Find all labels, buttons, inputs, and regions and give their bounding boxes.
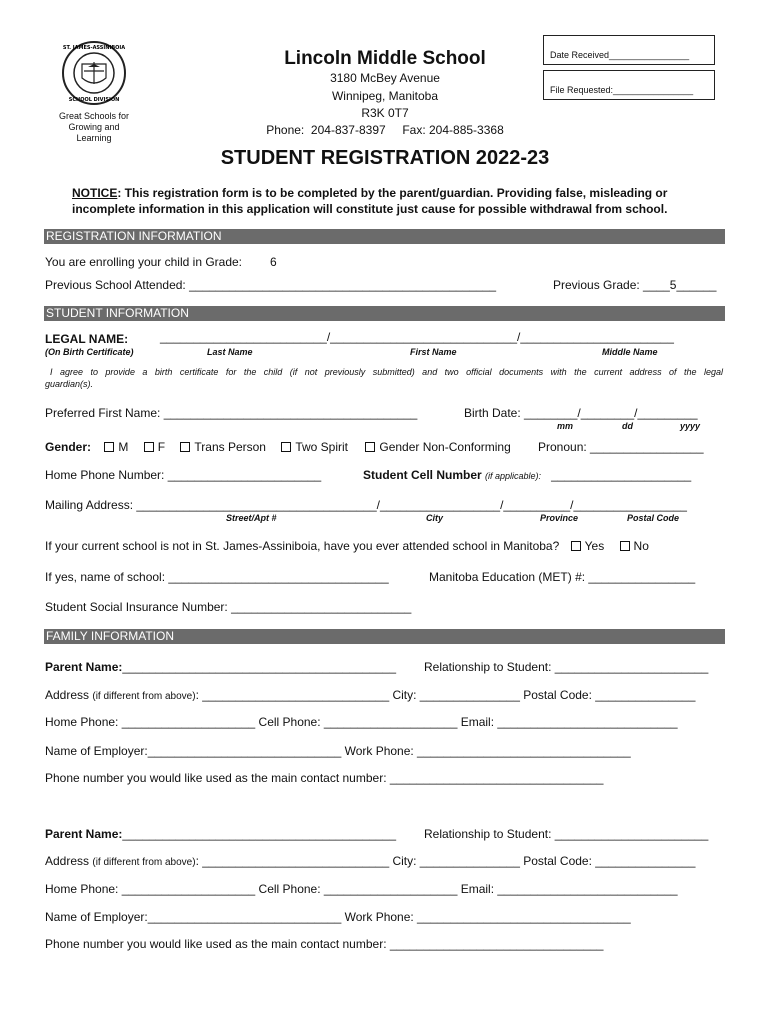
on-birth-certificate-note: (On Birth Certificate) (45, 347, 134, 357)
middle-name-caption: Middle Name (602, 347, 658, 357)
gender-option-f[interactable] (144, 440, 165, 454)
birth-year-caption: yyyy (680, 421, 701, 431)
gender-option-m[interactable] (104, 440, 128, 454)
province-caption: Province (540, 513, 579, 523)
city-caption: City (426, 513, 444, 523)
parent-name-line: _________________________________________ (122, 827, 397, 841)
address-note: (if different from above) (92, 857, 196, 868)
school-name: Lincoln Middle School (284, 48, 486, 69)
tagline-line: Growing and (68, 122, 120, 132)
previous-grade-label: Previous Grade: ____ (553, 278, 670, 292)
checkbox-icon (144, 442, 154, 452)
attended-manitoba-label: If your current school is not in St. James-Assiniboia, have you ever attended school in Manitoba? (45, 539, 560, 553)
parent-employer-field[interactable]: Name of Employer:_____________________________ Work Phone: ________________________________ (45, 910, 631, 924)
notice-line-1 (72, 186, 667, 200)
checkbox-icon (281, 442, 291, 452)
mailing-address-field[interactable]: Mailing Address: ____________________________________/__________________/__________/_________________ (45, 498, 687, 512)
previous-school-field[interactable]: Previous School Attended: ______________________________________________ (45, 278, 497, 292)
school-postal-code: R3K 0T7 (361, 106, 409, 120)
grade-value[interactable]: 6 (270, 255, 277, 269)
grade-label: You are enrolling your child in Grade: (45, 255, 243, 269)
file-requested-label: File Requested:________________ (550, 85, 694, 95)
school-phone-fax: Phone: 204-837-8397 Fax: 204-885-3368 (266, 123, 504, 137)
tagline (44, 111, 144, 144)
gender-label: Gender: (45, 440, 92, 454)
option-label: No (633, 539, 649, 553)
parent-name-label: Parent Name: (45, 827, 123, 841)
school-address-line: 3180 McBey Avenue (330, 71, 440, 85)
previous-grade-line: ______ (676, 278, 717, 292)
student-cell-field[interactable] (363, 468, 691, 482)
svg-text:ST. JAMES-ASSINIBOIA: ST. JAMES-ASSINIBOIA (62, 45, 126, 51)
preferred-first-name-label: Preferred First Name: ______________________________________ (45, 406, 418, 420)
first-name-caption: First Name (410, 347, 457, 357)
address-label: Address (45, 688, 90, 702)
checkbox-icon (620, 541, 630, 551)
student-cell-note: (if applicable): (485, 471, 542, 481)
checkbox-icon (180, 442, 190, 452)
legal-name-label: LEGAL NAME: (45, 332, 129, 346)
checkbox-icon (104, 442, 114, 452)
gender-option-non-conforming[interactable] (365, 440, 510, 454)
parent-phones-field[interactable]: Home Phone: ____________________ Cell Phone: ____________________ Email: ___________________________ (45, 882, 678, 896)
student-sin-field[interactable]: Student Social Insurance Number: ___________________________ (45, 600, 412, 614)
gender-option-trans-person[interactable] (180, 440, 266, 454)
parent-address-field[interactable] (45, 688, 695, 702)
attended-no-option[interactable] (620, 539, 649, 553)
tagline-line: Great Schools for (58, 111, 130, 121)
relationship-field[interactable]: Relationship to Student: _______________________ (424, 660, 709, 674)
school-address-line: Winnipeg, Manitoba (331, 89, 439, 103)
parent-name-label: Parent Name: (45, 660, 123, 674)
gender-row (45, 440, 511, 454)
previous-grade-value: 5 (669, 278, 677, 292)
gender-option-label: F (157, 440, 166, 454)
previous-manitoba-school-field[interactable]: If yes, name of school: _________________________________ (45, 570, 389, 584)
preferred-first-name-field[interactable] (45, 406, 417, 420)
notice-text: : This registration form is to be completed by the parent/guardian. Providing false, misleading or (117, 186, 668, 200)
parent-name-line: _________________________________________ (122, 660, 397, 674)
checkbox-icon (571, 541, 581, 551)
checkbox-icon (365, 442, 375, 452)
parent-name-field[interactable] (45, 827, 396, 841)
student-cell-label: Student Cell Number (363, 468, 482, 482)
notice-line-2: incomplete information in this application will constitute just cause for possible withdrawal from school. (72, 202, 668, 216)
street-caption: Street/Apt # (226, 513, 277, 523)
address-line: : ____________________________ City: _______________ Postal Code: _______________ (195, 854, 696, 868)
parent-employer-field[interactable]: Name of Employer:_____________________________ Work Phone: ________________________________ (45, 744, 631, 758)
met-number-field[interactable]: Manitoba Education (MET) #: ________________ (429, 570, 696, 584)
birth-certificate-agreement: I agree to provide a birth certificate for the child (if not previously submitted) and two official documents with the current address of the legal (50, 367, 723, 377)
gender-option-two-spirit[interactable] (281, 440, 348, 454)
main-contact-field[interactable]: Phone number you would like used as the main contact number: ________________________________ (45, 771, 604, 785)
relationship-field[interactable]: Relationship to Student: _______________________ (424, 827, 709, 841)
gender-option-label: Two Spirit (295, 440, 349, 454)
student-section-header: STUDENT INFORMATION (44, 306, 725, 321)
pronoun-field[interactable]: Pronoun: _________________ (538, 440, 704, 454)
parent-phones-field[interactable]: Home Phone: ____________________ Cell Phone: ____________________ Email: ___________________________ (45, 715, 678, 729)
form-title: STUDENT REGISTRATION 2022-23 (220, 147, 550, 169)
attended-manitoba-question (45, 539, 649, 553)
postal-code-caption: Postal Code (627, 513, 680, 523)
date-received-box (543, 35, 715, 65)
date-received-label: Date Received________________ (550, 50, 690, 60)
notice-label: NOTICE (72, 186, 118, 200)
registration-section-header: REGISTRATION INFORMATION (44, 229, 725, 244)
address-label: Address (45, 854, 90, 868)
address-line: : ____________________________ City: _______________ Postal Code: _______________ (195, 688, 696, 702)
file-requested-box (543, 70, 715, 100)
home-phone-field[interactable]: Home Phone Number: _______________________ (45, 468, 322, 482)
legal-name-field[interactable]: _________________________/____________________________/_______________________ (160, 330, 674, 344)
birth-day-caption: dd (622, 421, 633, 431)
school-division-logo (58, 40, 130, 106)
birth-date-field[interactable]: Birth Date: ________/________/_________ (464, 406, 698, 420)
gender-option-label: Trans Person (194, 440, 266, 454)
last-name-caption: Last Name (207, 347, 253, 357)
birth-month-caption: mm (557, 421, 574, 431)
main-contact-field[interactable]: Phone number you would like used as the main contact number: ________________________________ (45, 937, 604, 951)
gender-option-label: M (118, 440, 129, 454)
attended-yes-option[interactable] (571, 539, 605, 553)
student-cell-line: _____________________ (551, 468, 692, 482)
previous-grade-field[interactable] (553, 278, 716, 292)
gender-option-label: Gender Non-Conforming (379, 440, 511, 454)
svg-text:SCHOOL DIVISION: SCHOOL DIVISION (68, 97, 120, 103)
family-section-header: FAMILY INFORMATION (44, 629, 725, 644)
option-label: Yes (584, 539, 605, 553)
birth-certificate-agreement-cont: guardian(s). (45, 379, 94, 389)
parent-address-field[interactable] (45, 854, 695, 868)
parent-name-field[interactable] (45, 660, 396, 674)
tagline-line: Learning (76, 133, 112, 143)
address-note: (if different from above) (92, 691, 196, 702)
